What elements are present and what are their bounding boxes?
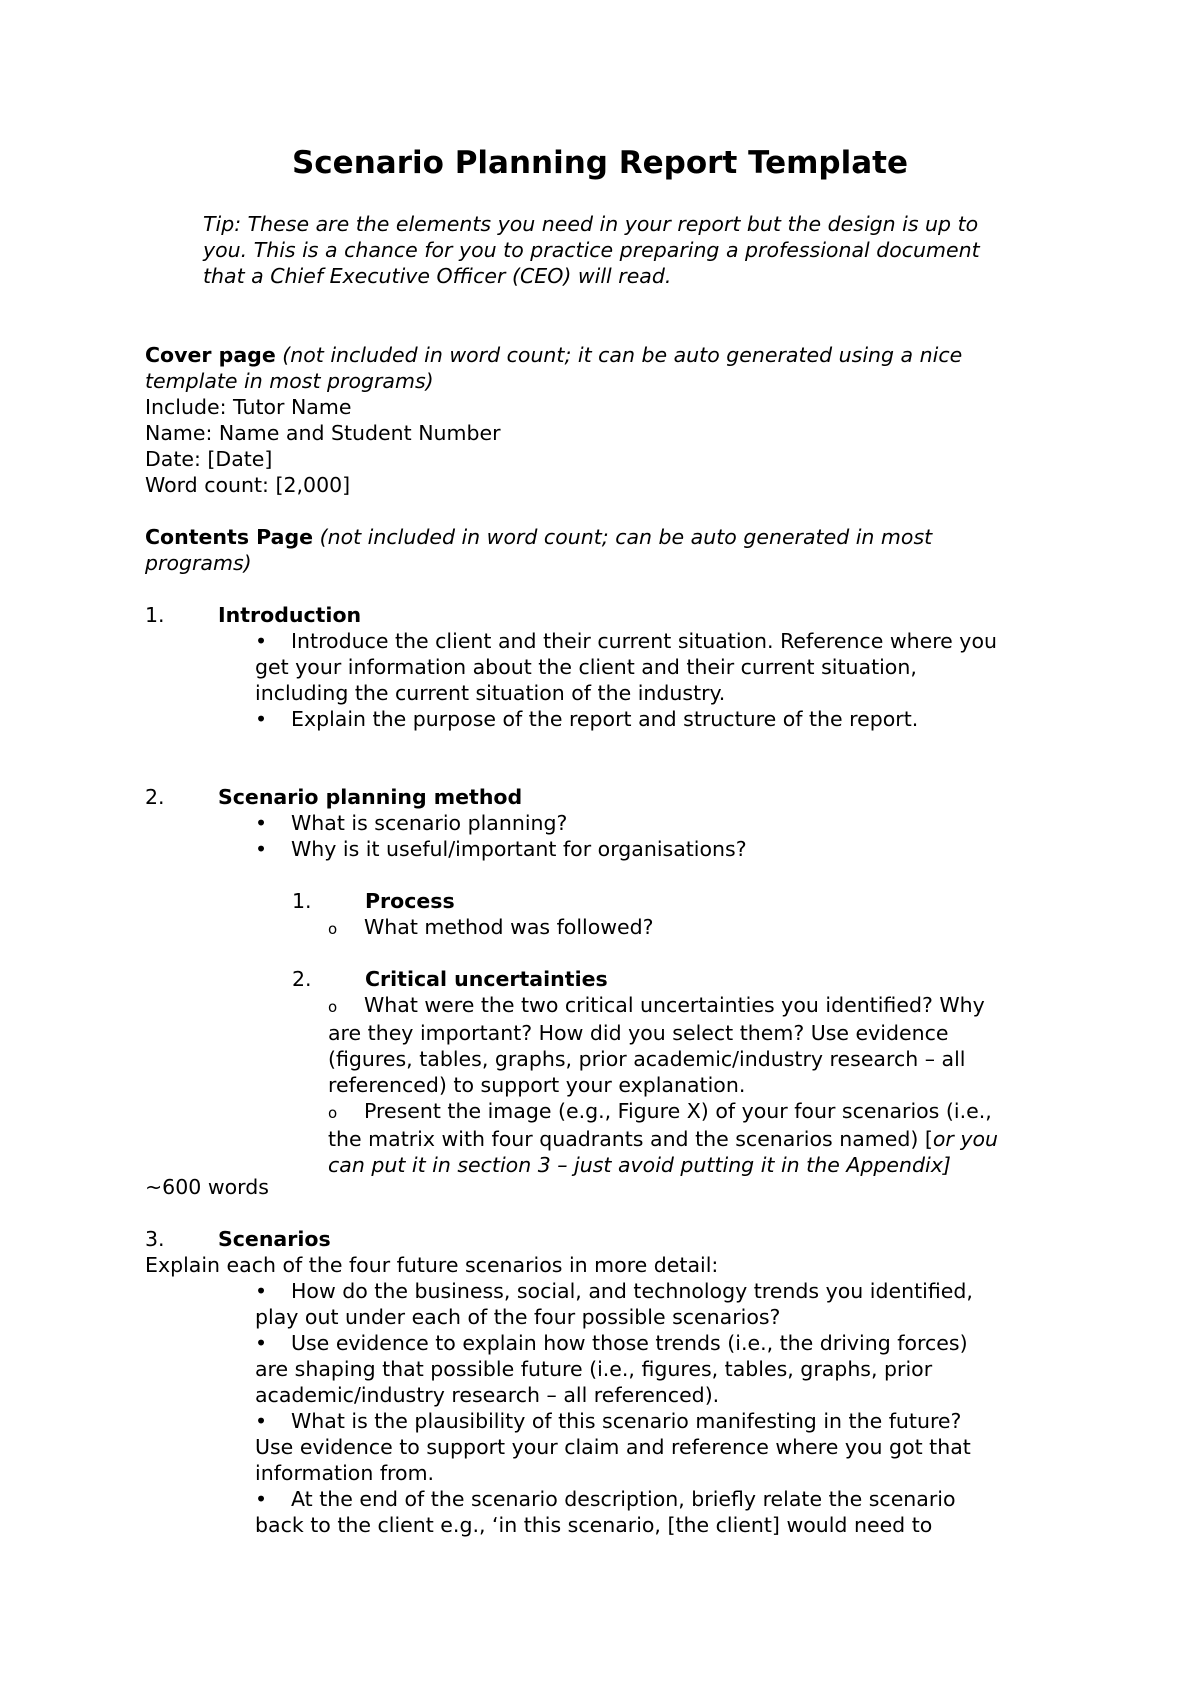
- critical-item-text-italic: or you: [932, 1127, 999, 1151]
- bullet-icon: •: [255, 837, 268, 861]
- contents-heading: Contents Page: [145, 525, 314, 549]
- cover-note-cont: template in most programs): [145, 369, 434, 393]
- contents-section: [145, 524, 1075, 576]
- sub-bullet-icon: o: [328, 998, 338, 1016]
- scenarios-intro: Explain each of the four future scenarios in more detail:: [145, 1253, 719, 1277]
- sub-bullet-icon: o: [328, 1104, 338, 1122]
- scenarios-bullet-text: academic/industry research – all referenced).: [255, 1383, 720, 1407]
- cover-name: Name: Name and Student Number: [145, 421, 501, 445]
- intro-bullet-text: Explain the purpose of the report and structure of the report.: [291, 707, 919, 731]
- tip-line: you. This is a chance for you to practice preparing a professional document: [203, 238, 980, 262]
- method-word-note: ~600 words: [145, 1175, 269, 1199]
- scenarios-bullet-text: play out under each of the four possible scenarios?: [255, 1305, 781, 1329]
- section-heading: Scenarios: [218, 1227, 331, 1251]
- scenarios-bullet-text: Use evidence to explain how those trends (i.e., the driving forces): [291, 1331, 968, 1355]
- critical-item-text: (figures, tables, graphs, prior academic/industry research – all: [328, 1047, 966, 1071]
- scenarios-bullet-text: What is the plausibility of this scenario manifesting in the future?: [291, 1409, 962, 1433]
- cover-heading: Cover page: [145, 343, 276, 367]
- cover-date: Date: [Date]: [145, 447, 273, 471]
- process-item: What method was followed?: [364, 915, 654, 939]
- section-number: 2.: [145, 785, 165, 809]
- bullet-icon: •: [255, 1331, 268, 1355]
- intro-bullet-text: including the current situation of the industry.: [255, 681, 726, 705]
- contents-note: (not included in word count; can be auto generated in most: [319, 525, 933, 549]
- subsection-number: 2.: [292, 967, 312, 991]
- subsection-process: [292, 888, 1072, 942]
- critical-item-text: are they important? How did you select them? Use evidence: [328, 1021, 949, 1045]
- scenarios-bullet-text: back to the client e.g., ‘in this scenario, [the client] would need to: [255, 1513, 933, 1537]
- critical-item-text: What were the two critical uncertainties you identified? Why: [364, 993, 985, 1017]
- bullet-icon: •: [255, 629, 268, 653]
- cover-section: [145, 342, 1075, 498]
- bullet-icon: •: [255, 811, 268, 835]
- contents-note-cont: programs): [145, 551, 252, 575]
- section-introduction: [145, 602, 1075, 732]
- scenarios-bullet-text: How do the business, social, and technology trends you identified,: [291, 1279, 973, 1303]
- critical-item-text: referenced) to support your explanation.: [328, 1073, 746, 1097]
- section-method: [145, 784, 1075, 862]
- method-bullet-text: What is scenario planning?: [291, 811, 568, 835]
- tip-line: that a Chief Executive Officer (CEO) will read.: [203, 264, 672, 288]
- subsection-heading: Critical uncertainties: [365, 967, 608, 991]
- section-heading: Introduction: [218, 603, 362, 627]
- section-number: 1.: [145, 603, 165, 627]
- critical-item-text-italic: can put it in section 3 – just avoid putting it in the Appendix]: [328, 1153, 951, 1177]
- bullet-icon: •: [255, 1279, 268, 1303]
- intro-bullet-text: get your information about the client and their current situation,: [255, 655, 917, 679]
- bullet-icon: •: [255, 707, 268, 731]
- section-number: 3.: [145, 1227, 165, 1251]
- method-bullet-text: Why is it useful/important for organisations?: [291, 837, 747, 861]
- critical-item-text: Present the image (e.g., Figure X) of your four scenarios (i.e.,: [364, 1099, 992, 1123]
- document-title: Scenario Planning Report Template: [291, 145, 909, 181]
- critical-item-text: the matrix with four quadrants and the scenarios named) [: [328, 1127, 933, 1151]
- sub-bullet-icon: o: [328, 920, 338, 938]
- bullet-icon: •: [255, 1409, 268, 1433]
- tip-line: Tip: These are the elements you need in your report but the design is up to: [203, 212, 979, 236]
- scenarios-bullet-text: are shaping that possible future (i.e., figures, tables, graphs, prior: [255, 1357, 933, 1381]
- subsection-critical: [292, 966, 1072, 1178]
- section-heading: Scenario planning method: [218, 785, 523, 809]
- subsection-number: 1.: [292, 889, 312, 913]
- tip-paragraph: [203, 211, 1073, 289]
- intro-bullet-text: Introduce the client and their current situation. Reference where you: [291, 629, 997, 653]
- bullet-icon: •: [255, 1487, 268, 1511]
- subsection-heading: Process: [365, 889, 455, 913]
- scenarios-bullet-text: At the end of the scenario description, briefly relate the scenario: [291, 1487, 956, 1511]
- cover-include: Include: Tutor Name: [145, 395, 352, 419]
- section-scenarios: [145, 1226, 1075, 1538]
- cover-word-count: Word count: [2,000]: [145, 473, 351, 497]
- scenarios-bullet-text: Use evidence to support your claim and reference where you got that: [255, 1435, 971, 1459]
- scenarios-bullet-text: information from.: [255, 1461, 435, 1485]
- cover-note: (not included in word count; it can be auto generated using a nice: [282, 343, 963, 367]
